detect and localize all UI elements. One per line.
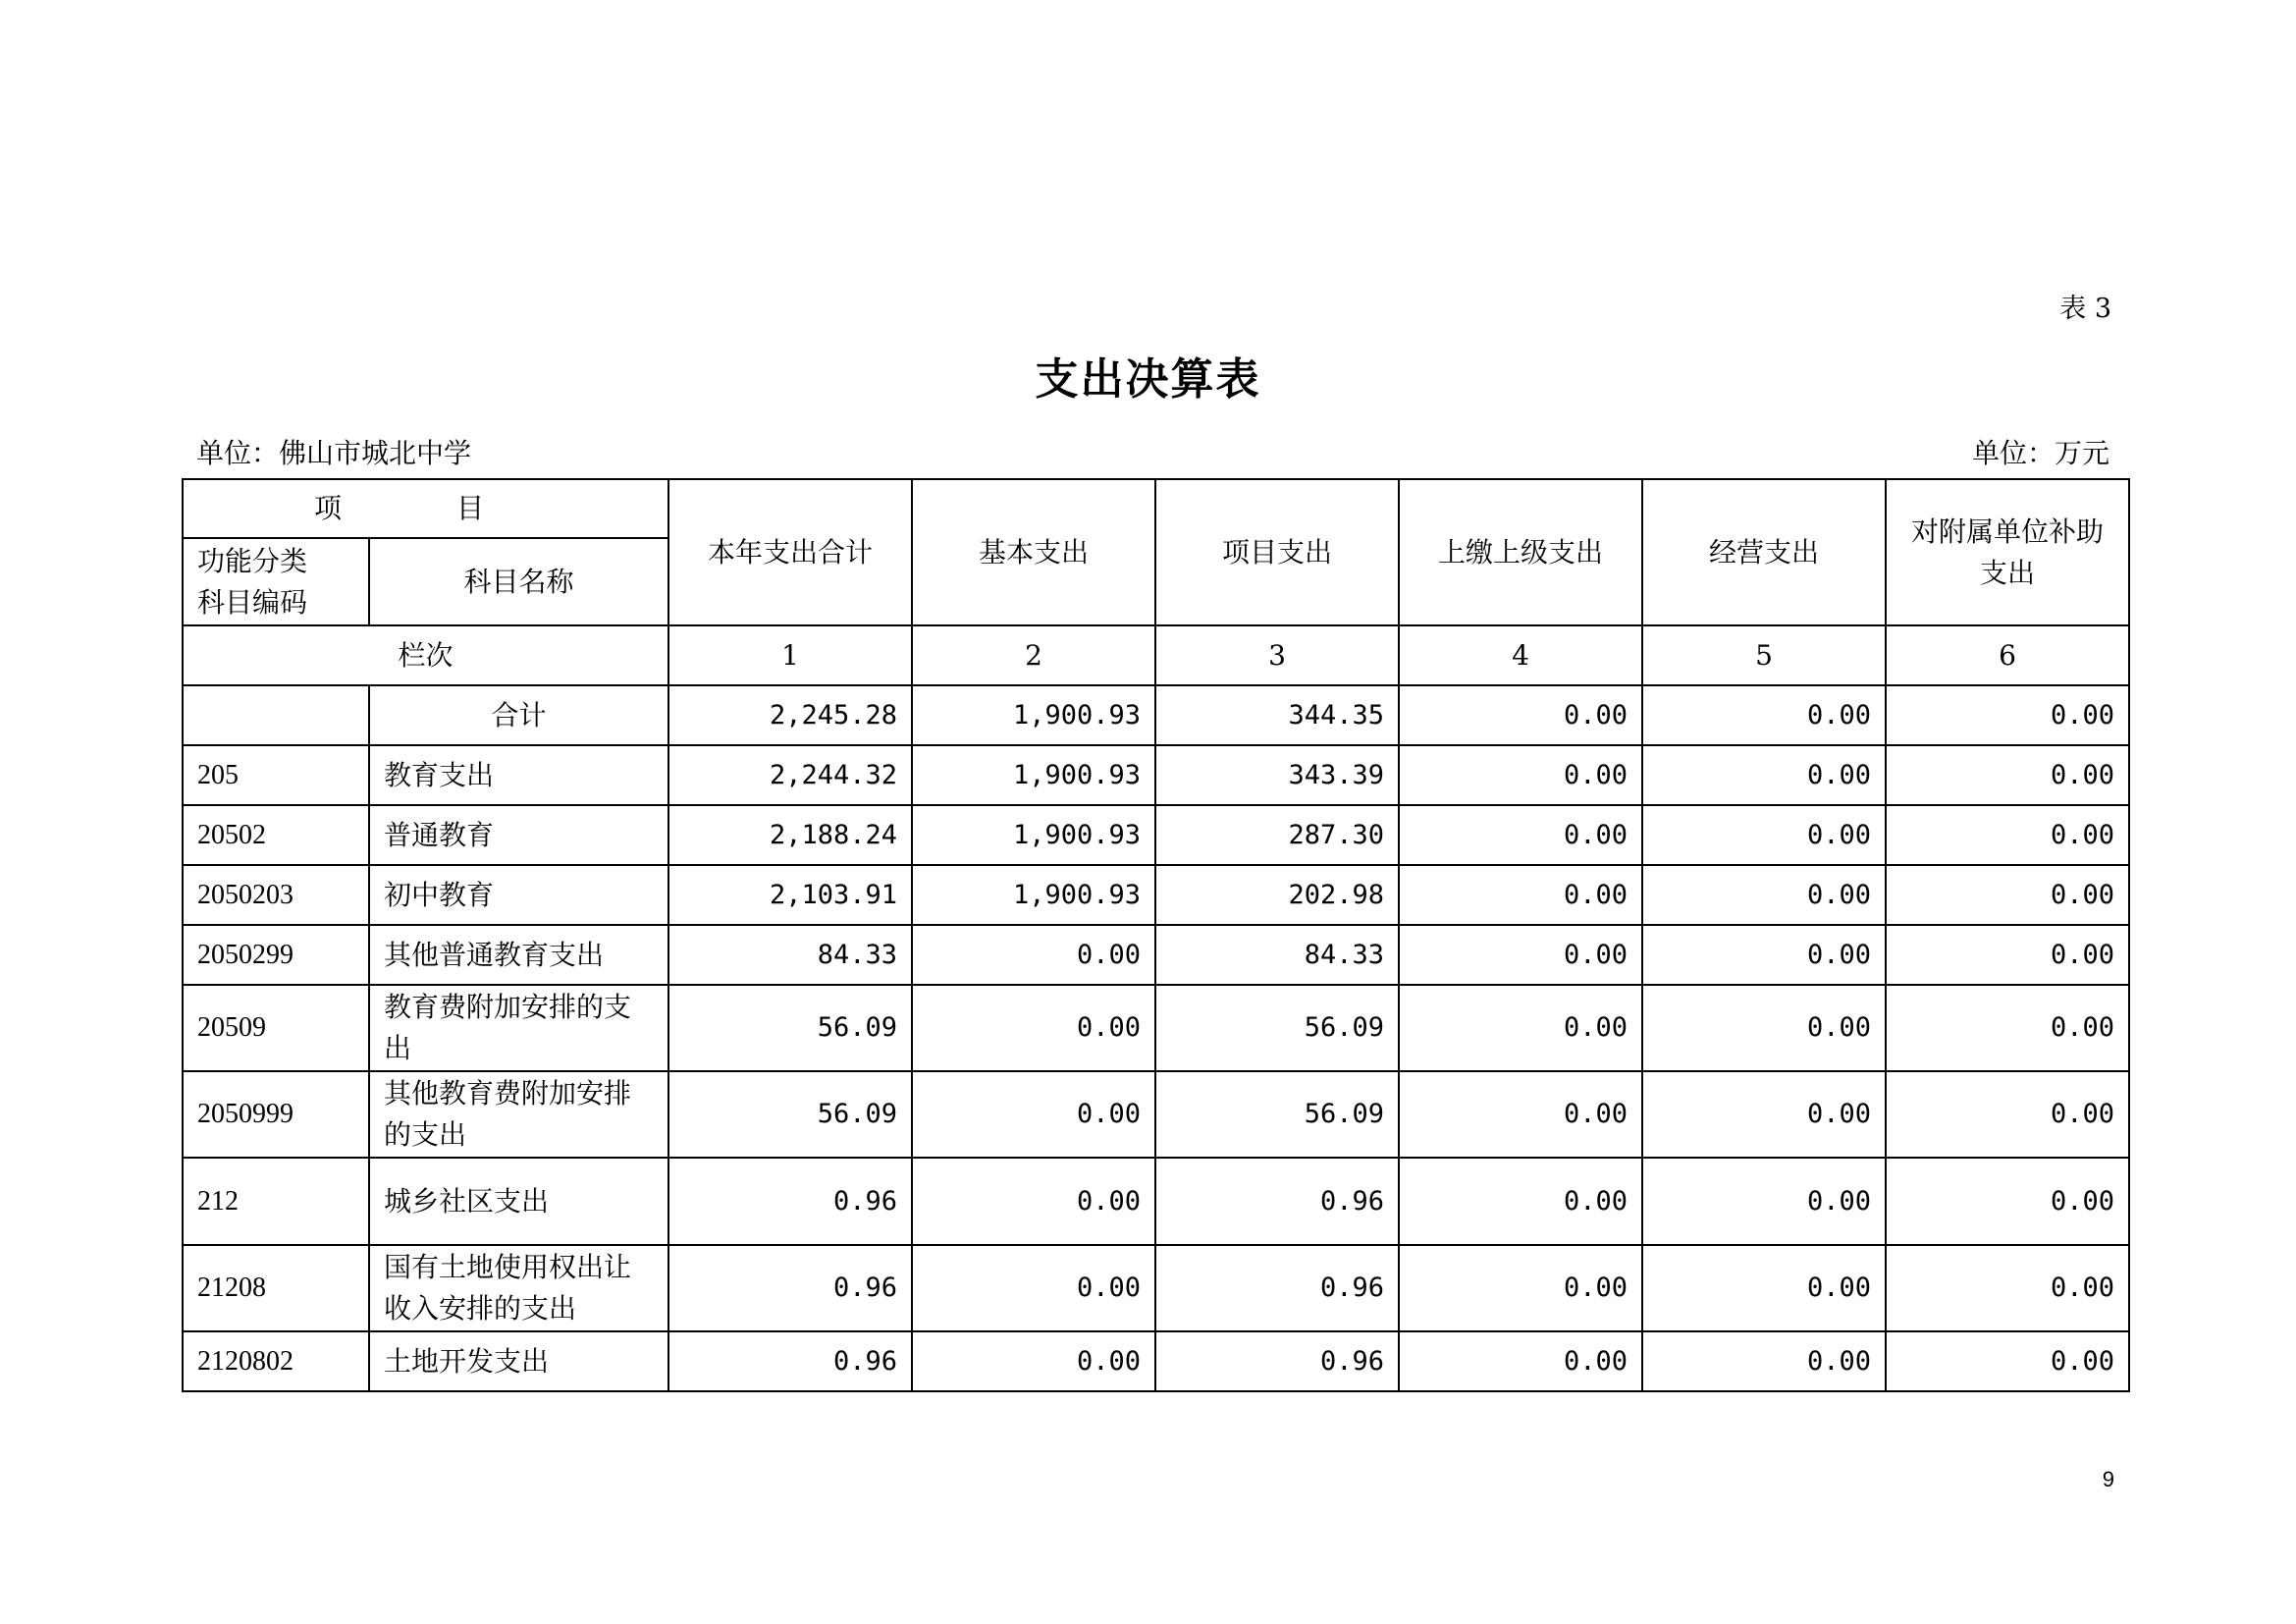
value-project: 343.39 xyxy=(1155,745,1399,805)
header-operating-expenditure: 经营支出 xyxy=(1642,479,1886,625)
column-index: 1 xyxy=(668,625,912,685)
subject-code: 205 xyxy=(183,745,369,805)
value-project: 202.98 xyxy=(1155,865,1399,925)
table-row xyxy=(183,1158,2129,1245)
header-function-code: 功能分类 科目编码 xyxy=(183,538,369,625)
header-basic-expenditure: 基本支出 xyxy=(912,479,1155,625)
subject-name: 普通教育 xyxy=(369,805,668,865)
value-operating: 0.00 xyxy=(1642,745,1886,805)
subject-code: 2050203 xyxy=(183,865,369,925)
table-row-total xyxy=(183,685,2129,745)
value-subsidy: 0.00 xyxy=(1886,985,2129,1071)
header-subsidiary-subsidy: 对附属单位补助 支出 xyxy=(1886,479,2129,625)
header-project-expenditure: 项目支出 xyxy=(1155,479,1399,625)
value-project: 0.96 xyxy=(1155,1245,1399,1331)
value-project: 0.96 xyxy=(1155,1331,1399,1391)
value-superior: 0.00 xyxy=(1399,925,1642,985)
subject-name: 国有土地使用权出让收入安排的支出 xyxy=(369,1245,668,1331)
value-basic: 1,900.93 xyxy=(912,685,1155,745)
value-operating: 0.00 xyxy=(1642,1245,1886,1331)
value-total: 0.96 xyxy=(668,1245,912,1331)
column-index: 6 xyxy=(1886,625,2129,685)
value-total: 2,188.24 xyxy=(668,805,912,865)
column-index: 2 xyxy=(912,625,1155,685)
subject-name: 土地开发支出 xyxy=(369,1331,668,1391)
subject-name: 初中教育 xyxy=(369,865,668,925)
table-row xyxy=(183,1245,2129,1331)
subject-name: 其他普通教育支出 xyxy=(369,925,668,985)
table-row xyxy=(183,985,2129,1071)
subject-code: 20509 xyxy=(183,985,369,1071)
value-subsidy: 0.00 xyxy=(1886,1331,2129,1391)
value-basic: 1,900.93 xyxy=(912,805,1155,865)
value-basic: 0.00 xyxy=(912,1071,1155,1158)
value-project: 344.35 xyxy=(1155,685,1399,745)
value-basic: 0.00 xyxy=(912,1158,1155,1245)
table-row xyxy=(183,805,2129,865)
value-operating: 0.00 xyxy=(1642,685,1886,745)
value-superior: 0.00 xyxy=(1399,865,1642,925)
value-superior: 0.00 xyxy=(1399,1071,1642,1158)
page-number: 9 xyxy=(2102,1467,2114,1491)
subject-name: 其他教育费附加安排的支出 xyxy=(369,1071,668,1158)
subject-name: 教育费附加安排的支出 xyxy=(369,985,668,1071)
header-project: 项 目 xyxy=(183,479,668,538)
value-total: 56.09 xyxy=(668,985,912,1071)
value-project: 84.33 xyxy=(1155,925,1399,985)
value-basic: 0.00 xyxy=(912,985,1155,1071)
value-superior: 0.00 xyxy=(1399,745,1642,805)
value-subsidy: 0.00 xyxy=(1886,865,2129,925)
reporting-unit: 单位：佛山市城北中学 xyxy=(196,437,472,469)
value-project: 56.09 xyxy=(1155,1071,1399,1158)
value-operating: 0.00 xyxy=(1642,925,1886,985)
value-subsidy: 0.00 xyxy=(1886,1071,2129,1158)
value-project: 287.30 xyxy=(1155,805,1399,865)
value-operating: 0.00 xyxy=(1642,865,1886,925)
header-total-expenditure: 本年支出合计 xyxy=(668,479,912,625)
value-basic: 0.00 xyxy=(912,1245,1155,1331)
value-total: 0.96 xyxy=(668,1158,912,1245)
value-superior: 0.00 xyxy=(1399,685,1642,745)
table-header xyxy=(183,479,2129,685)
subject-code xyxy=(183,685,369,745)
table-number: 表 3 xyxy=(2059,294,2111,324)
subject-name: 合计 xyxy=(369,685,668,745)
column-index: 5 xyxy=(1642,625,1886,685)
value-operating: 0.00 xyxy=(1642,985,1886,1071)
table-row xyxy=(183,1071,2129,1158)
value-superior: 0.00 xyxy=(1399,805,1642,865)
value-subsidy: 0.00 xyxy=(1886,805,2129,865)
value-operating: 0.00 xyxy=(1642,1331,1886,1391)
value-total: 2,103.91 xyxy=(668,865,912,925)
column-index: 4 xyxy=(1399,625,1642,685)
value-operating: 0.00 xyxy=(1642,805,1886,865)
value-subsidy: 0.00 xyxy=(1886,925,2129,985)
value-total: 2,245.28 xyxy=(668,685,912,745)
table-row xyxy=(183,745,2129,805)
value-total: 56.09 xyxy=(668,1071,912,1158)
expenditure-table xyxy=(182,478,2130,1392)
page-title: 支出决算表 xyxy=(1035,354,1261,405)
subject-name: 教育支出 xyxy=(369,745,668,805)
column-index-label: 栏次 xyxy=(183,625,668,685)
table-row xyxy=(183,865,2129,925)
table-row xyxy=(183,1331,2129,1391)
value-basic: 1,900.93 xyxy=(912,745,1155,805)
value-subsidy: 0.00 xyxy=(1886,745,2129,805)
currency-unit: 单位：万元 xyxy=(1971,437,2109,469)
column-index: 3 xyxy=(1155,625,1399,685)
header-superior-remittance: 上缴上级支出 xyxy=(1399,479,1642,625)
value-basic: 0.00 xyxy=(912,1331,1155,1391)
value-operating: 0.00 xyxy=(1642,1158,1886,1245)
subject-code: 2050299 xyxy=(183,925,369,985)
subject-name: 城乡社区支出 xyxy=(369,1158,668,1245)
subject-code: 20502 xyxy=(183,805,369,865)
value-subsidy: 0.00 xyxy=(1886,685,2129,745)
value-project: 56.09 xyxy=(1155,985,1399,1071)
value-superior: 0.00 xyxy=(1399,1245,1642,1331)
value-subsidy: 0.00 xyxy=(1886,1245,2129,1331)
subject-code: 2050999 xyxy=(183,1071,369,1158)
value-operating: 0.00 xyxy=(1642,1071,1886,1158)
header-subject-name: 科目名称 xyxy=(369,538,668,625)
value-project: 0.96 xyxy=(1155,1158,1399,1245)
table-body xyxy=(183,685,2129,1391)
table-row xyxy=(183,925,2129,985)
value-basic: 0.00 xyxy=(912,925,1155,985)
value-basic: 1,900.93 xyxy=(912,865,1155,925)
value-subsidy: 0.00 xyxy=(1886,1158,2129,1245)
value-superior: 0.00 xyxy=(1399,1331,1642,1391)
value-total: 0.96 xyxy=(668,1331,912,1391)
value-total: 2,244.32 xyxy=(668,745,912,805)
value-superior: 0.00 xyxy=(1399,985,1642,1071)
subject-code: 2120802 xyxy=(183,1331,369,1391)
subject-code: 212 xyxy=(183,1158,369,1245)
value-total: 84.33 xyxy=(668,925,912,985)
value-superior: 0.00 xyxy=(1399,1158,1642,1245)
subject-code: 21208 xyxy=(183,1245,369,1331)
